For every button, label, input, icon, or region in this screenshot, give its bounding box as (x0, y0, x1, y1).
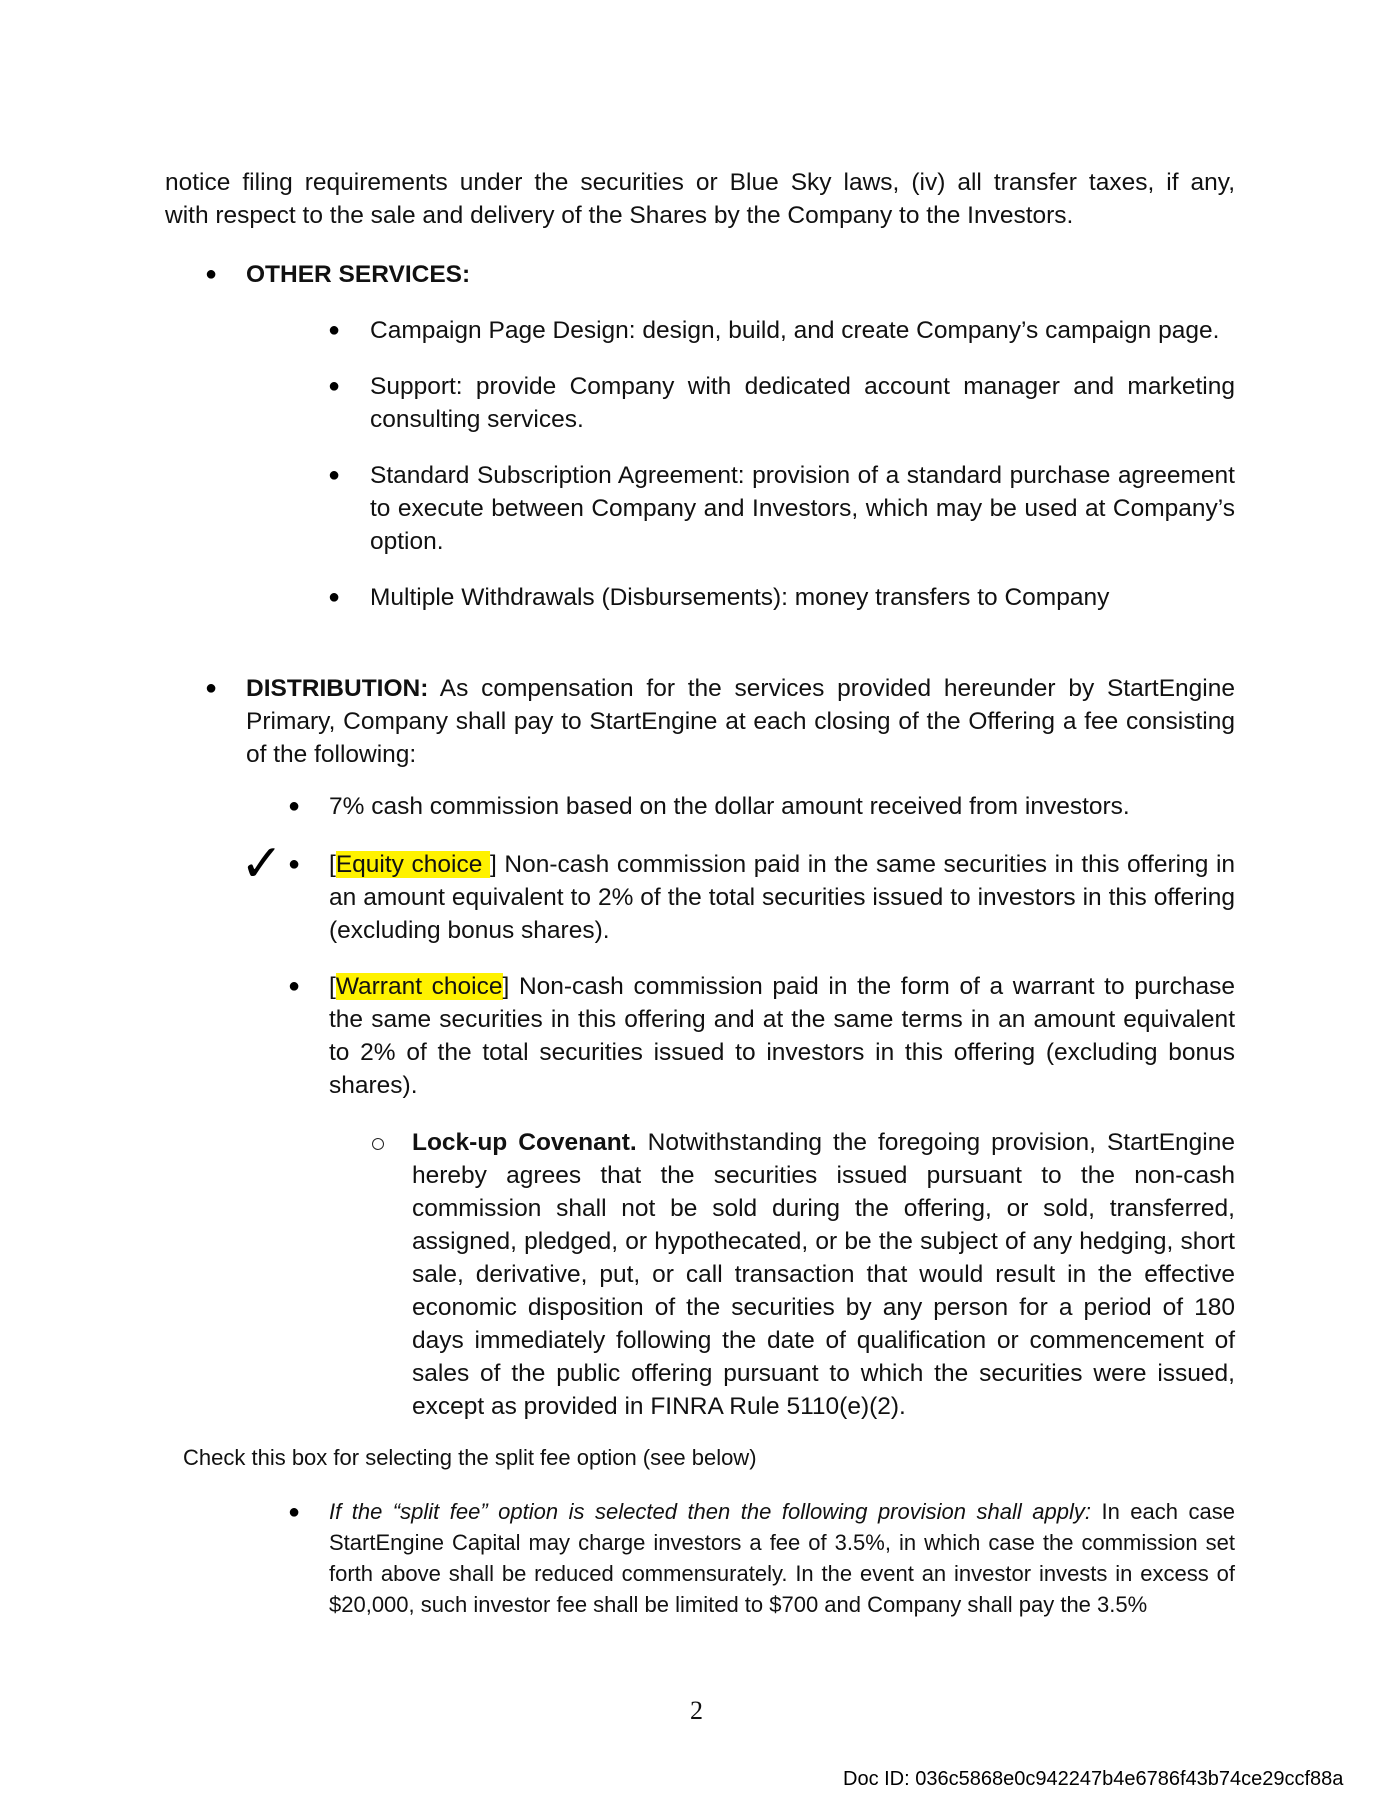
distribution-paragraph: DISTRIBUTION: As compensation for the services provided hereunder by StartEngine Primary, Company shall pay to StartEngine at each closing of the Offering a fee consisting of the following: (246, 675, 1235, 768)
service-item: Multiple Withdrawals (Disbursements): money transfers to Company (370, 584, 1110, 611)
lockup-covenant-item: Lock-up Covenant. Notwithstanding the foregoing provision, StartEngine hereby agrees that the securities issued pursuant to the non-cash commission shall not be sold during the offering, or sold, transferred, assigned, pledged, or hypothecated, or be the subject of any hedging, short sale, derivative, put, or call transaction that would result in the effective economic disposition of the securities by any person for a period of 180 days immediately following the date of qualification or commencement of sales of the public offering pursuant to which the securities were issued, except as provided in FINRA Rule 5110(e)(2). (412, 1129, 1235, 1420)
warrant-choice-item: [Warrant choice] Non-cash commission paid in the form of a warrant to purchase the same securities in this offering and at the same terms in an amount equivalent to 2% of the total securities issued to investors in this offering (excluding bonus shares). (329, 973, 1236, 1099)
split-fee-provision: If the “split fee” option is selected then the following provision shall apply: In each case StartEngine Capital may charge investors a fee of 3.5%, in which case the commission set forth above shall be reduced commensurately. In the event an investor invests in excess of $20,000, such investor fee shall be limited to $700 and Company shall pay the 3.5% (329, 1499, 1235, 1617)
bullet-icon: ● (328, 375, 341, 397)
bullet-icon: ● (205, 263, 218, 285)
bullet-icon: ● (328, 586, 341, 608)
doc-id: Doc ID: 036c5868e0c942247b4e6786f43b74ce29ccf88a (843, 1768, 1344, 1790)
bullet-icon: ● (205, 677, 218, 699)
intro-line-2: with respect to the sale and delivery of the Shares by the Company to the Investors. (165, 202, 1074, 229)
circle-bullet-icon (372, 1138, 384, 1150)
bullet-icon: ● (328, 319, 341, 341)
checkmark-icon: ✓ (240, 835, 284, 893)
bullet-icon: ● (288, 975, 301, 997)
bullet-icon: ● (288, 795, 301, 817)
bullet-icon: ● (288, 853, 301, 875)
warrant-choice-label: Warrant choice (335, 973, 503, 1000)
split-fee-checkbox-label: Check this box for selecting the split fee option (see below) (183, 1445, 757, 1470)
service-item: Campaign Page Design: design, build, and create Company’s campaign page. (370, 317, 1220, 344)
intro-line-1: notice filing requirements under the securities or Blue Sky laws, (iv) all transfer taxes, if any, (165, 169, 1235, 196)
cash-commission-item: 7% cash commission based on the dollar amount received from investors. (329, 793, 1130, 820)
other-services-heading: OTHER SERVICES: (246, 261, 471, 288)
equity-choice-label: Equity choice (335, 851, 490, 878)
equity-choice-item: [Equity choice ] Non-cash commission paid in the same securities in this offering in an amount equivalent to 2% of the total securities issued to investors in this offering (excluding bonus shares). (329, 851, 1236, 944)
bullet-icon: ● (328, 464, 341, 486)
bullet-icon: ● (288, 1501, 301, 1523)
service-item: Support: provide Company with dedicated account manager and marketing consulting services. (370, 373, 1235, 433)
service-item: Standard Subscription Agreement: provision of a standard purchase agreement to execute between Company and Investors, which may be used at Company’s option. (370, 462, 1235, 555)
page-number: 2 (690, 1696, 703, 1725)
